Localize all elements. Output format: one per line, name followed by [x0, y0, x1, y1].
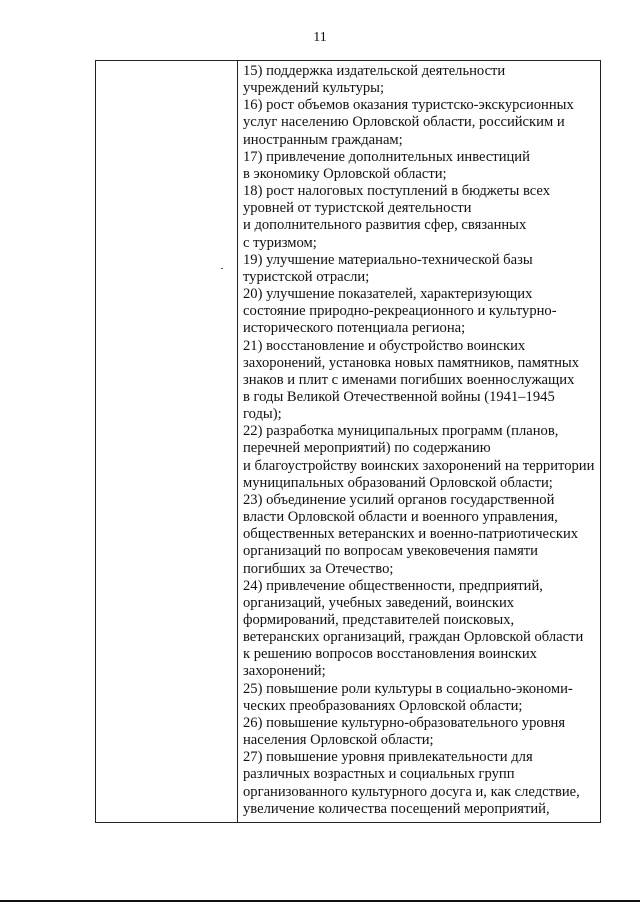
text-line: муниципальных образований Орловской области; [243, 474, 553, 491]
text-line: ветеранских организаций, граждан Орловской области [243, 629, 584, 646]
table-right-column [238, 61, 600, 822]
text-line: населения Орловской области; [243, 732, 434, 749]
text-line: 18) рост налоговых поступлений в бюджеты всех [243, 183, 550, 200]
text-line: 26) повышение культурно-образовательного уровня [243, 714, 566, 731]
text-line: 19) улучшение материально-технической базы [243, 251, 533, 268]
text-line: организаций по вопросам увековечения памяти [243, 543, 538, 560]
text-line: формирований, представителей поисковых, [243, 612, 515, 628]
text-line: перечней мероприятий) по содержанию [243, 440, 491, 457]
text-line: услуг населению Орловской области, российским и [243, 114, 565, 131]
text-line: иностранным гражданам; [243, 131, 403, 148]
text-line: 17) привлечение дополнительных инвестиций [243, 148, 530, 165]
text-line: 23) объединение усилий органов государственной [243, 491, 555, 508]
text-line: в экономику Орловской области; [243, 165, 447, 182]
text-line: годы); [243, 406, 282, 423]
text-line: увеличение количества посещений мероприятий, [243, 800, 550, 817]
text-line: знаков и плит с именами погибших военнослужащих [243, 371, 575, 388]
text-line: уровней от туристской деятельности [243, 200, 472, 217]
text-line: исторического потенциала региона; [243, 320, 466, 337]
text-line: 27) повышение уровня привлекательности для [243, 749, 533, 766]
text-line: организованного культурного досуга и, как следствие, [243, 783, 580, 800]
text-line: учреждений культуры; [243, 80, 385, 97]
page-bottom-edge [0, 900, 640, 902]
text-line: ческих преобразованиях Орловской области; [243, 697, 523, 714]
page-number: 11 [313, 30, 327, 45]
text-line: состояние природно-рекреационного и культурно- [243, 303, 557, 320]
text-line: к решению вопросов восстановления воинских [243, 646, 537, 663]
text-line: 16) рост объемов оказания туристско-экскурсионных [243, 97, 574, 114]
text-line: 21) восстановление и обустройство воинских [243, 337, 526, 354]
text-line: общественных ветеранских и военно-патриотических [243, 526, 579, 543]
text-line: с туризмом; [243, 234, 317, 251]
text-line: 15) поддержка издательской деятельности [243, 63, 506, 79]
text-line: организаций, учебных заведений, воинских [243, 594, 515, 611]
text-line: и благоустройству воинских захоронений на территории [243, 457, 595, 474]
table-left-column [96, 61, 238, 822]
text-line: захоронений; [243, 663, 326, 680]
text-line: 22) разработка муниципальных программ (планов, [243, 423, 559, 440]
scan-artifact-mark [221, 268, 223, 269]
document-table [95, 60, 601, 823]
text-line: различных возрастных и социальных групп [243, 766, 515, 783]
text-line: захоронений, установка новых памятников, памятных [243, 354, 580, 371]
text-line: и дополнительного развития сфер, связанных [243, 217, 527, 234]
text-line: 20) улучшение показателей, характеризующих [243, 286, 533, 303]
text-line: в годы Великой Отечественной войны (1941–1945 [243, 388, 555, 405]
text-line: погибших за Отечество; [243, 560, 394, 577]
text-line: 24) привлечение общественности, предприятий, [243, 577, 543, 594]
text-line: власти Орловской области и военного управления, [243, 509, 558, 526]
text-line: 25) повышение роли культуры в социально-экономи- [243, 680, 573, 697]
text-line: туристской отрасли; [243, 268, 370, 285]
